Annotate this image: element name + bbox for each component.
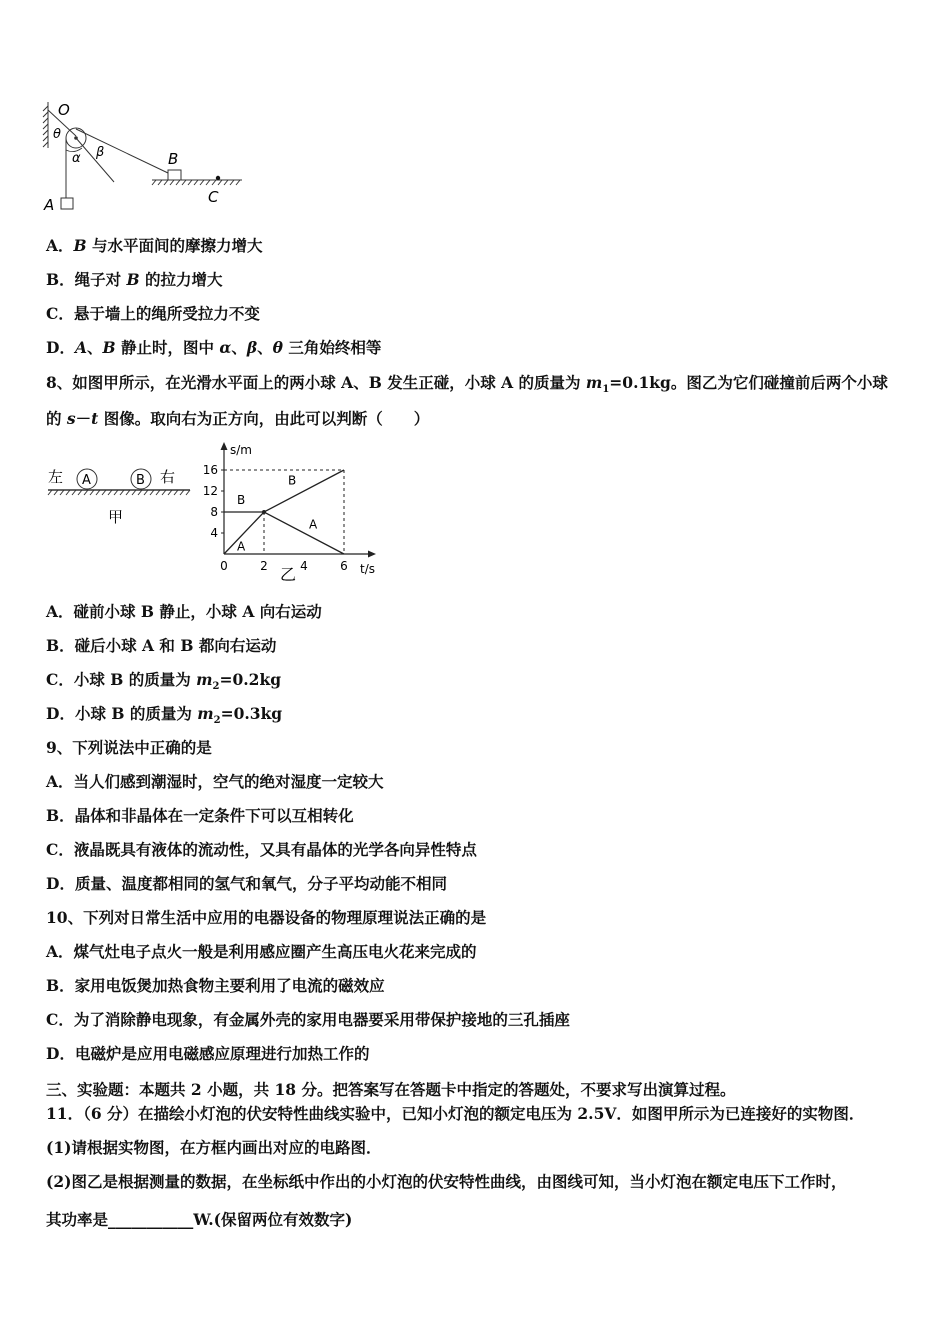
y-tick-label-4: 4 <box>210 526 218 540</box>
q11-part-1: (1)请根据实物图，在方框内画出对应的电路图． <box>46 1138 382 1157</box>
q10-option-b: B．家用电饭煲加热食物主要利用了电流的磁效应 <box>46 976 385 995</box>
label-alpha: α <box>72 151 81 166</box>
ground-hatch <box>152 180 242 185</box>
series-label-A-before: A <box>237 539 246 554</box>
point-C <box>216 176 220 180</box>
q7-option-d: D．A、B 静止时，图中 α、β、θ 三角始终相等 <box>46 338 382 357</box>
q10-stem: 10、下列对日常生活中应用的电器设备的物理原理说法正确的是 <box>46 908 487 927</box>
q7-option-b: B．绳子对 B 的拉力增大 <box>46 270 223 289</box>
label-right: 右 <box>160 468 176 486</box>
q8-option-a: A．碰前小球 B 静止，小球 A 向右运动 <box>46 602 322 621</box>
caption-jia: 甲 <box>108 508 124 526</box>
x-axis <box>224 551 376 558</box>
q7-option-c: C．悬于墙上的绳所受拉力不变 <box>46 304 260 323</box>
q9-option-b: B．晶体和非晶体在一定条件下可以互相转化 <box>46 806 354 825</box>
q8-option-c: C．小球 B 的质量为 $m_2=0.2kg$ <box>46 670 282 693</box>
q10-option-c: C．为了消除静电现象，有金属外壳的家用电器要采用带保护接地的三孔插座 <box>46 1010 570 1029</box>
y-tick-label-12: 12 <box>202 484 218 498</box>
label-beta: β <box>96 145 105 160</box>
wall-hatch <box>43 102 48 148</box>
label-theta: θ <box>53 127 61 142</box>
q11-part-2: (2)图乙是根据测量的数据，在坐标纸中作出的小灯泡的伏安特性曲线，由图线可知，当小灯泡在额定电压下工作时， <box>46 1172 847 1191</box>
answer-blank[interactable]: ___________ <box>108 1210 194 1229</box>
chart-caption: 乙 <box>280 565 297 584</box>
y-tick-label-8: 8 <box>210 505 218 519</box>
x-tick-label-0: 0 <box>220 559 228 573</box>
ball-B-label: B <box>136 473 145 488</box>
q9-stem: 9、下列说法中正确的是 <box>46 738 212 757</box>
rope-to-B <box>76 129 168 173</box>
q9-option-a: A．当人们感到潮湿时，空气的绝对湿度一定较大 <box>46 772 384 791</box>
label-C: C <box>208 188 219 206</box>
label-B: B <box>168 150 179 168</box>
ball-A-label: A <box>82 473 91 488</box>
q7-option-a: A．B 与水平面间的摩擦力增大 <box>46 236 263 255</box>
st-graph <box>196 438 396 584</box>
q9-option-d: D．质量、温度都相同的氢气和氧气，分子平均动能不相同 <box>46 874 447 893</box>
floor-hatch <box>48 490 190 495</box>
y-tick-label-16: 16 <box>202 463 218 477</box>
x-tick-label-2: 2 <box>260 559 268 573</box>
series-label-B-after: B <box>288 473 297 488</box>
pulley-figure <box>40 98 250 216</box>
y-axis-label: s/m <box>230 443 252 457</box>
label-left: 左 <box>48 468 64 486</box>
block-B <box>168 170 181 180</box>
q11-stem: 11．（6 分）在描绘小灯泡的伏安特性曲线实验中，已知小灯泡的额定电压为 2.5V．如图甲所示为已连接好的实物图． <box>46 1104 865 1123</box>
q10-option-d: D．电磁炉是应用电磁感应原理进行加热工作的 <box>46 1044 370 1063</box>
label-A: A <box>44 196 55 214</box>
series-label-A-after: A <box>309 517 318 532</box>
y-axis <box>221 442 228 554</box>
q10-option-a: A．煤气灶电子点火一般是利用感应圈产生高压电火花来完成的 <box>46 942 477 961</box>
label-O: O <box>58 101 70 119</box>
q8-option-d: D．小球 B 的质量为 $m_2=0.3kg$ <box>46 704 283 727</box>
collision-point <box>262 510 266 514</box>
collision-figure <box>44 458 194 530</box>
q9-option-c: C．液晶既具有液体的流动性，又具有晶体的光学各向异性特点 <box>46 840 477 859</box>
q8-stem-line2: 的 s－t 图像。取向右为正方向，由此可以判断（ ） <box>46 409 430 428</box>
q8-stem-line1: 8、如图甲所示，在光滑水平面上的两小球 A、B 发生正碰，小球 A 的质量为 $m_1=0.1kg$。图乙为它们碰撞前后两个小球 <box>46 373 888 396</box>
x-tick-label-6: 6 <box>340 559 348 573</box>
series-label-B-before: B <box>237 493 246 508</box>
section-3-heading: 三、实验题：本题共 2 小题，共 18 分。把答案写在答题卡中指定的答题处，不要求写出演算过程。 <box>46 1080 736 1099</box>
q8-option-b: B．碰后小球 A 和 B 都向右运动 <box>46 636 277 655</box>
x-tick-label-4: 4 <box>300 559 308 573</box>
x-axis-label: t/s <box>360 562 375 576</box>
q11-part-3: 其功率是___________W.(保留两位有效数字) <box>46 1210 353 1229</box>
block-A <box>61 198 73 209</box>
